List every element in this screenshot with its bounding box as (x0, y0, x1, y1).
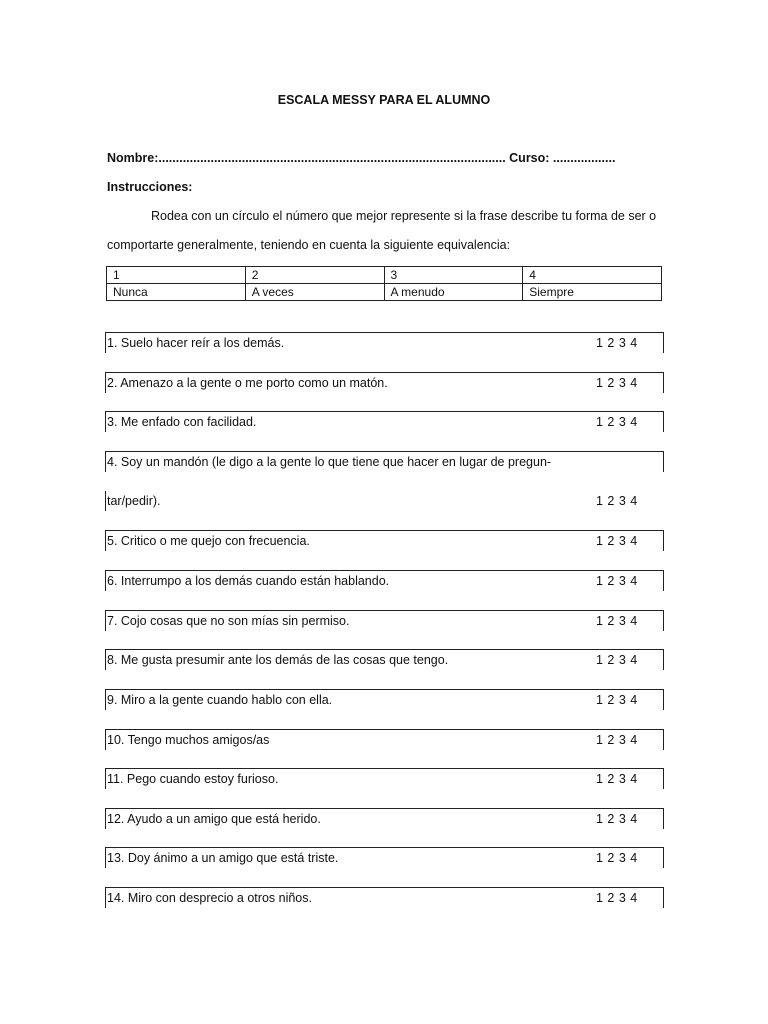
item-rating-options[interactable]: 1 2 3 4 (596, 693, 638, 707)
item-text: 6. Interrumpo a los demás cuando están hablando. (107, 574, 390, 588)
item-rating-options[interactable]: 1 2 3 4 (596, 812, 638, 826)
name-course-line: Nombre:.................................................................................................... Curso: .................. (107, 151, 616, 165)
item-rating-options[interactable]: 1 2 3 4 (596, 614, 638, 628)
item-text: 8. Me gusta presumir ante los demás de las cosas que tengo. (107, 653, 449, 667)
equivalence-table (106, 266, 662, 301)
scale-label: Nunca (107, 284, 246, 301)
scale-number: 2 (245, 267, 384, 284)
item-rating-options[interactable]: 1 2 3 4 (596, 574, 638, 588)
item-text: 4. Soy un mandón (le digo a la gente lo que tiene que hacer en lugar de pregun- (107, 455, 552, 469)
item-text: 5. Critico o me quejo con frecuencia. (107, 534, 310, 548)
questionnaire-item (105, 332, 664, 353)
item-rating-options[interactable]: 1 2 3 4 (596, 851, 638, 865)
item-text: 3. Me enfado con facilidad. (107, 415, 257, 429)
scale-label: A veces (245, 284, 384, 301)
scale-number: 4 (523, 267, 662, 284)
questionnaire-item (105, 808, 664, 829)
questionnaire-item-continuation (105, 491, 663, 511)
item-rating-options[interactable]: 1 2 3 4 (596, 376, 638, 390)
equivalence-numbers-row (107, 267, 662, 284)
questionnaire-item (105, 372, 664, 393)
item-rating-options[interactable]: 1 2 3 4 (596, 772, 638, 786)
item-text: 7. Cojo cosas que no son mías sin permiso. (107, 614, 350, 628)
instructions-text-line-1: Rodea con un círculo el número que mejor represente si la frase describe tu forma de ser o (151, 209, 657, 223)
document-title: ESCALA MESSY PARA EL ALUMNO (277, 93, 491, 107)
item-text-continuation: tar/pedir). (107, 494, 161, 508)
questionnaire-item (105, 887, 664, 908)
item-text: 9. Miro a la gente cuando hablo con ella. (107, 693, 333, 707)
questionnaire-item (105, 649, 664, 670)
scale-number: 3 (384, 267, 523, 284)
scale-label: Siempre (523, 284, 662, 301)
item-text: 12. Ayudo a un amigo que está herido. (107, 812, 321, 826)
item-text: 10. Tengo muchos amigos/as (107, 733, 270, 747)
questionnaire-item (105, 689, 664, 710)
equivalence-labels-row (107, 284, 662, 301)
questionnaire-item (105, 530, 664, 551)
item-rating-options[interactable]: 1 2 3 4 (596, 415, 638, 429)
item-text: 14. Miro con desprecio a otros niños. (107, 891, 312, 905)
questionnaire-item (105, 610, 664, 631)
item-rating-options[interactable]: 1 2 3 4 (596, 653, 638, 667)
instructions-label: Instrucciones: (107, 180, 193, 194)
item-rating-options[interactable]: 1 2 3 4 (596, 494, 638, 508)
item-text: 2. Amenazo a la gente o me porto como un matón. (107, 376, 388, 390)
scale-number: 1 (107, 267, 246, 284)
item-rating-options[interactable]: 1 2 3 4 (596, 336, 638, 350)
item-text: 13. Doy ánimo a un amigo que está triste. (107, 851, 339, 865)
scale-label: A menudo (384, 284, 523, 301)
questionnaire-item (105, 729, 664, 750)
item-rating-options[interactable]: 1 2 3 4 (596, 891, 638, 905)
item-text: 1. Suelo hacer reír a los demás. (107, 336, 285, 350)
questionnaire-item (105, 768, 664, 789)
questionnaire-item (105, 847, 664, 868)
questionnaire-item (105, 411, 664, 432)
item-text: 11. Pego cuando estoy furioso. (107, 772, 279, 786)
item-rating-options[interactable]: 1 2 3 4 (596, 534, 638, 548)
item-rating-options[interactable]: 1 2 3 4 (596, 733, 638, 747)
questionnaire-item (105, 570, 664, 591)
questionnaire-item (105, 451, 664, 472)
instructions-text-line-2: comportarte generalmente, teniendo en cuenta la siguiente equivalencia: (107, 238, 511, 252)
